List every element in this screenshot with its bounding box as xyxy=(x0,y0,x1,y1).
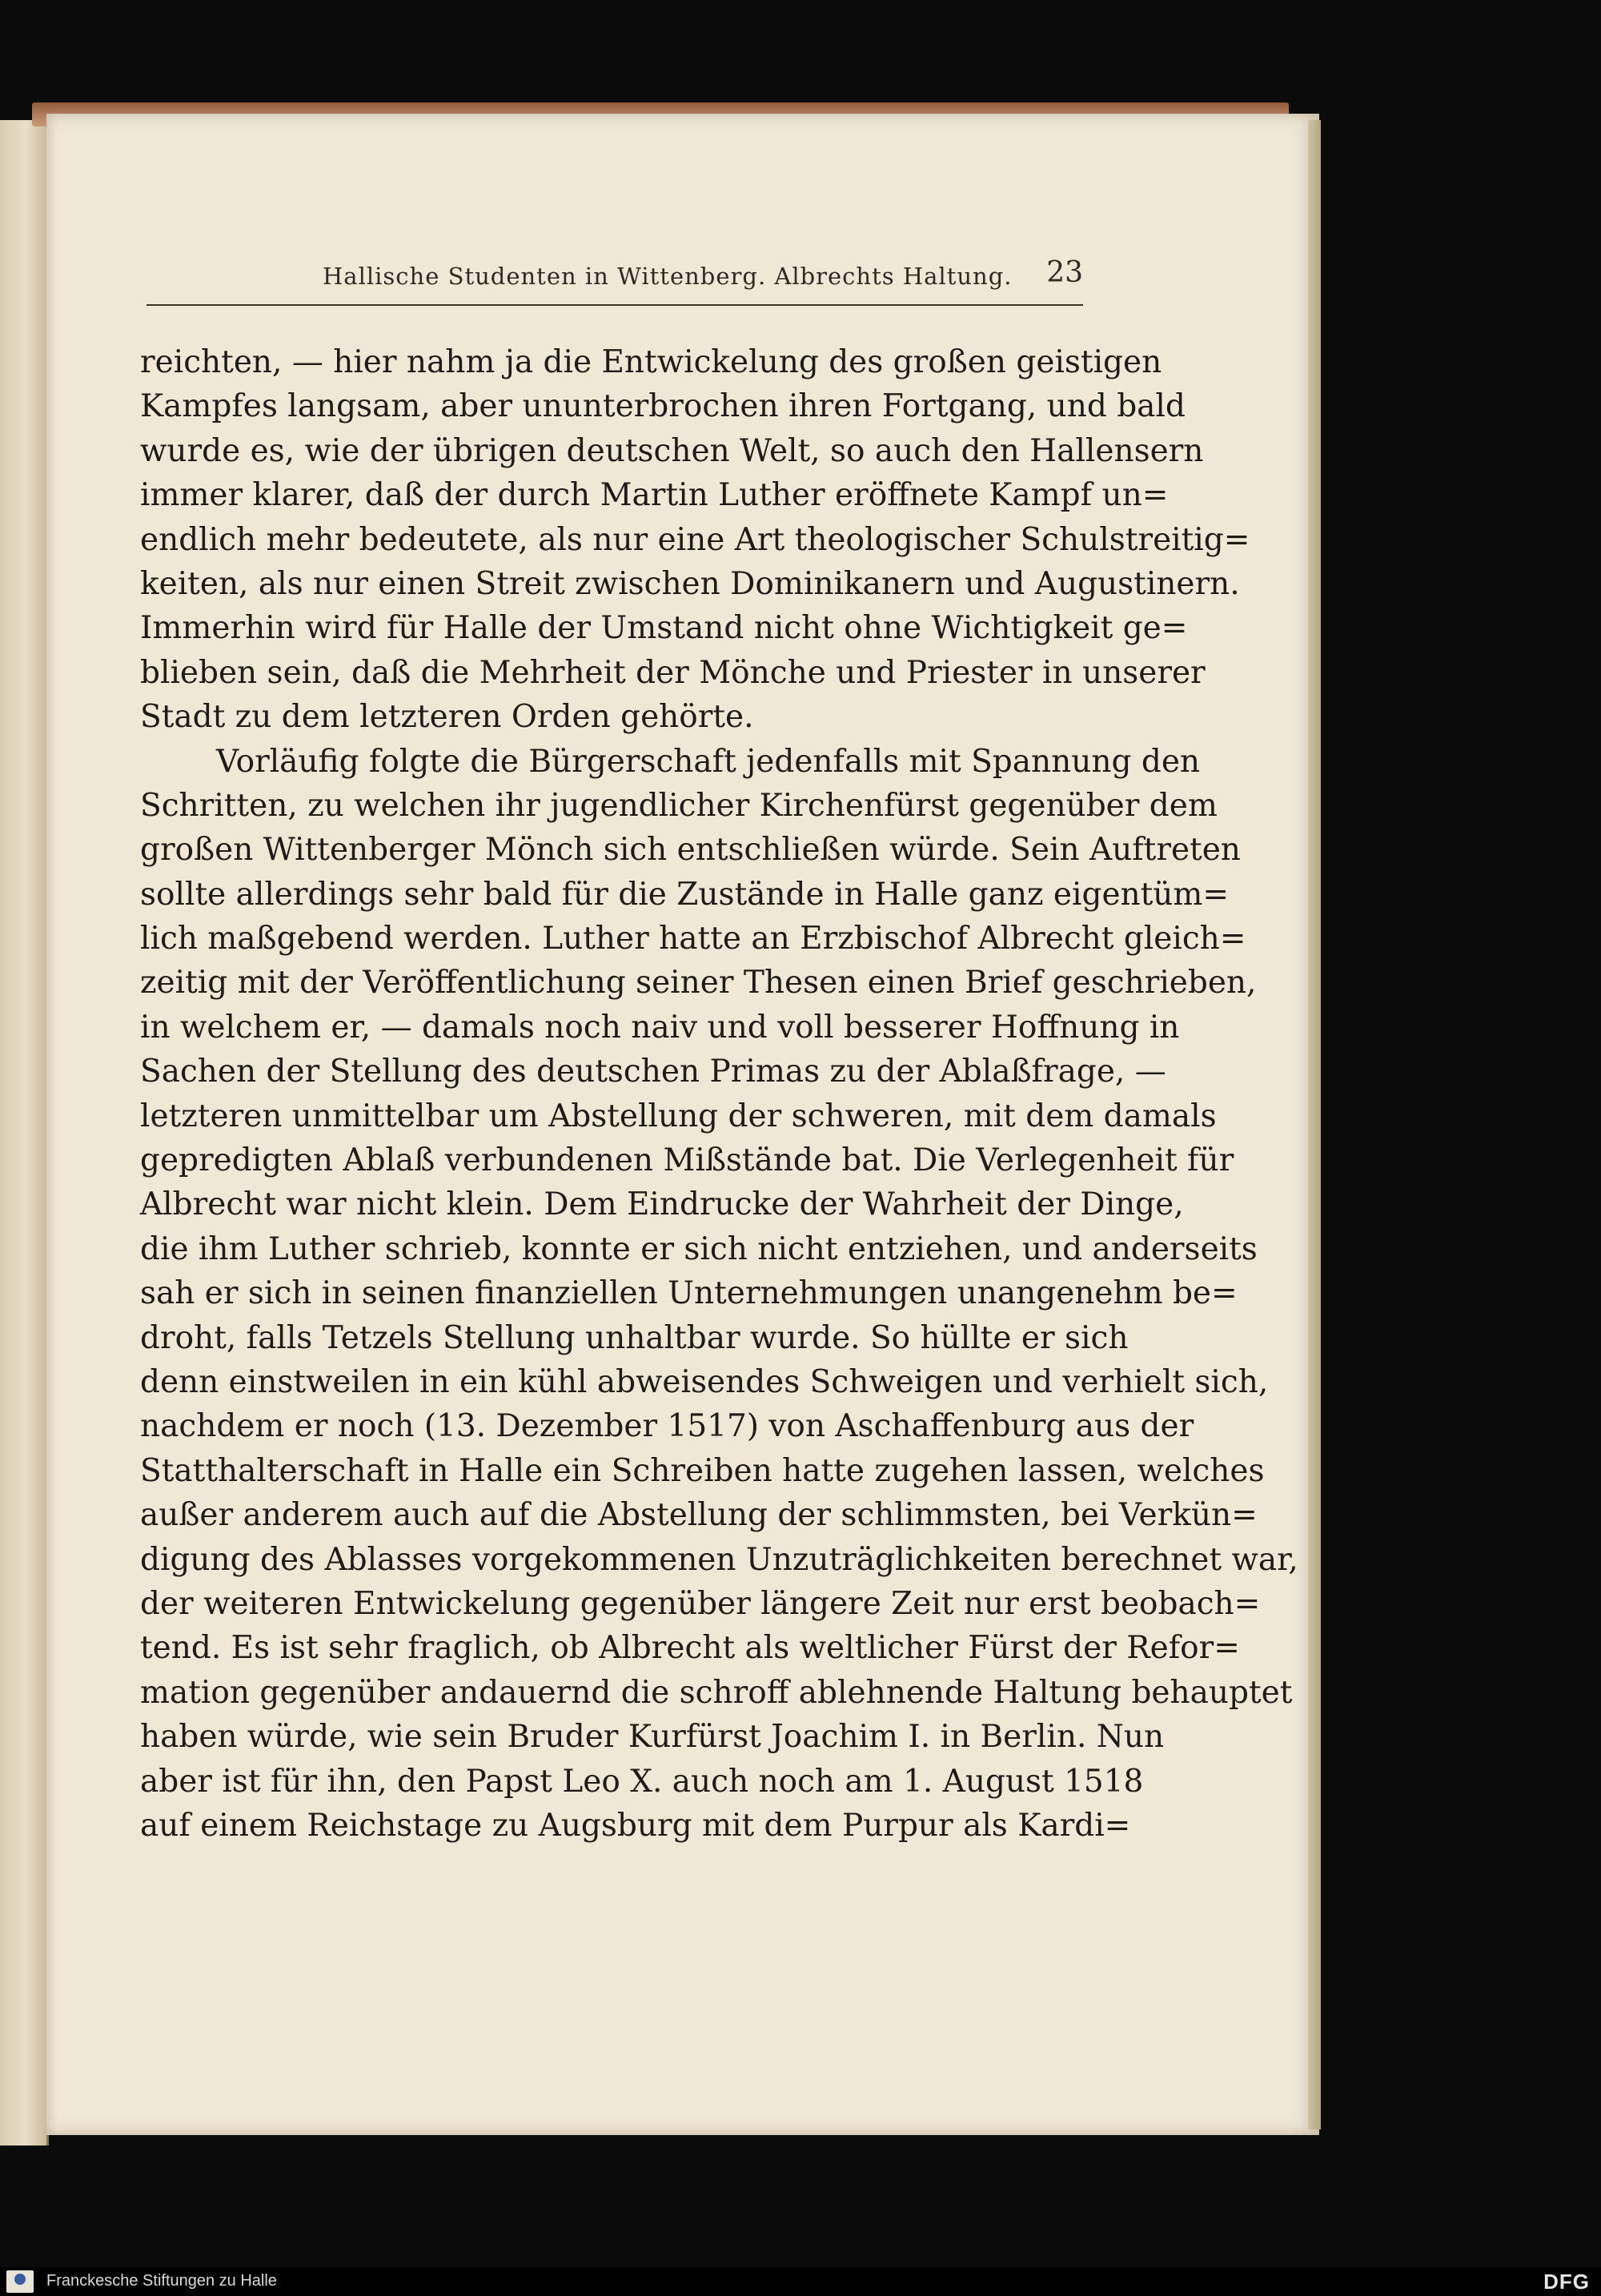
running-head: Hallische Studenten in Wittenberg. Albrechts Haltung. xyxy=(323,263,1013,290)
text-line: Immerhin wird für Halle der Umstand nicht ohne Wichtigkeit ge= xyxy=(140,610,1188,647)
text-line: sah er sich in seinen finanziellen Unternehmungen unangenehm be= xyxy=(140,1275,1238,1312)
text-line: mation gegenüber andauernd die schroff ablehnende Haltung behauptet xyxy=(140,1674,1293,1711)
text-line: gepredigten Ablaß verbundenen Mißstände bat. Die Verlegenheit für xyxy=(140,1142,1234,1179)
text-line: denn einstweilen in ein kühl abweisendes Schweigen und verhielt sich, xyxy=(140,1363,1269,1400)
text-line: Albrecht war nicht klein. Dem Eindrucke der Wahrheit der Dinge, xyxy=(140,1186,1184,1223)
text-line: großen Wittenberger Mönch sich entschließen würde. Sein Auftreten xyxy=(140,832,1241,869)
text-line: außer anderem auch auf die Abstellung der schlimmsten, bei Verkün= xyxy=(140,1497,1258,1534)
page-edge-shadow xyxy=(1308,120,1321,2129)
text-line: in welchem er, — damals noch naiv und voll besserer Hoffnung in xyxy=(140,1009,1180,1046)
text-line: haben würde, wie sein Bruder Kurfürst Joachim I. in Berlin. Nun xyxy=(140,1719,1165,1756)
page-number: 23 xyxy=(1046,256,1083,289)
text-line: keiten, als nur einen Streit zwischen Dominikanern und Augustinern. xyxy=(140,565,1240,602)
institution-name: Franckesche Stiftungen zu Halle xyxy=(46,2272,277,2290)
text-line: aber ist für ihn, den Papst Leo X. auch noch am 1. August 1518 xyxy=(140,1763,1144,1800)
text-line: wurde es, wie der übrigen deutschen Welt, so auch den Hallensern xyxy=(140,432,1204,469)
body-text xyxy=(140,340,1298,1848)
text-line: Kampfes langsam, aber ununterbrochen ihren Fortgang, und bald xyxy=(140,388,1186,425)
text-line: die ihm Luther schrieb, konnte er sich nicht entziehen, und anderseits xyxy=(140,1230,1258,1267)
page-header xyxy=(146,256,1083,306)
text-line: zeitig mit der Veröffentlichung seiner Thesen einen Brief geschrieben, xyxy=(140,965,1257,1001)
text-line: auf einem Reichstage zu Augsburg mit dem Purpur als Kardi= xyxy=(140,1807,1131,1844)
text-line: Vorläufig folgte die Bürgerschaft jedenfalls mit Spannung den xyxy=(216,743,1201,780)
text-line: tend. Es ist sehr fraglich, ob Albrecht als weltlicher Fürst der Refor= xyxy=(140,1630,1240,1667)
text-line: der weiteren Entwickelung gegenüber längere Zeit nur erst beobach= xyxy=(140,1585,1261,1622)
text-line: Stadt zu dem letzteren Orden gehörte. xyxy=(140,699,754,736)
text-line: letzteren unmittelbar um Abstellung der schweren, mit dem damals xyxy=(140,1098,1217,1134)
text-line: immer klarer, daß der durch Martin Luther eröffnete Kampf un= xyxy=(140,477,1169,514)
text-line: sollte allerdings sehr bald für die Zustände in Halle ganz eigentüm= xyxy=(140,876,1230,913)
left-page-edge xyxy=(0,120,49,2145)
text-line: nachdem er noch (13. Dezember 1517) von Aschaffenburg aus der xyxy=(140,1408,1194,1445)
institution-logo-icon xyxy=(6,2270,34,2293)
text-line: digung des Ablasses vorgekommenen Unzuträglichkeiten berechnet war, xyxy=(140,1541,1298,1578)
text-line: Schritten, zu welchen ihr jugendlicher Kirchenfürst gegenüber dem xyxy=(140,787,1218,824)
text-line: Statthalterschaft in Halle ein Schreiben hatte zugehen lassen, welches xyxy=(140,1452,1265,1489)
text-line: lich maßgebend werden. Luther hatte an Erzbischof Albrecht gleich= xyxy=(140,921,1246,957)
text-line: reichten, — hier nahm ja die Entwickelung des großen geistigen xyxy=(140,344,1162,380)
text-line: droht, falls Tetzels Stellung unhaltbar wurde. So hüllte er sich xyxy=(140,1319,1129,1356)
dfg-logo: DFG xyxy=(1543,2270,1590,2294)
text-line: blieben sein, daß die Mehrheit der Mönche und Priester in unserer xyxy=(140,654,1206,691)
text-line: Sachen der Stellung des deutschen Primas zu der Ablaßfrage, — xyxy=(140,1054,1166,1090)
viewer-footer xyxy=(0,2267,1601,2296)
text-line: endlich mehr bedeutete, als nur eine Art theologischer Schulstreitig= xyxy=(140,521,1250,558)
